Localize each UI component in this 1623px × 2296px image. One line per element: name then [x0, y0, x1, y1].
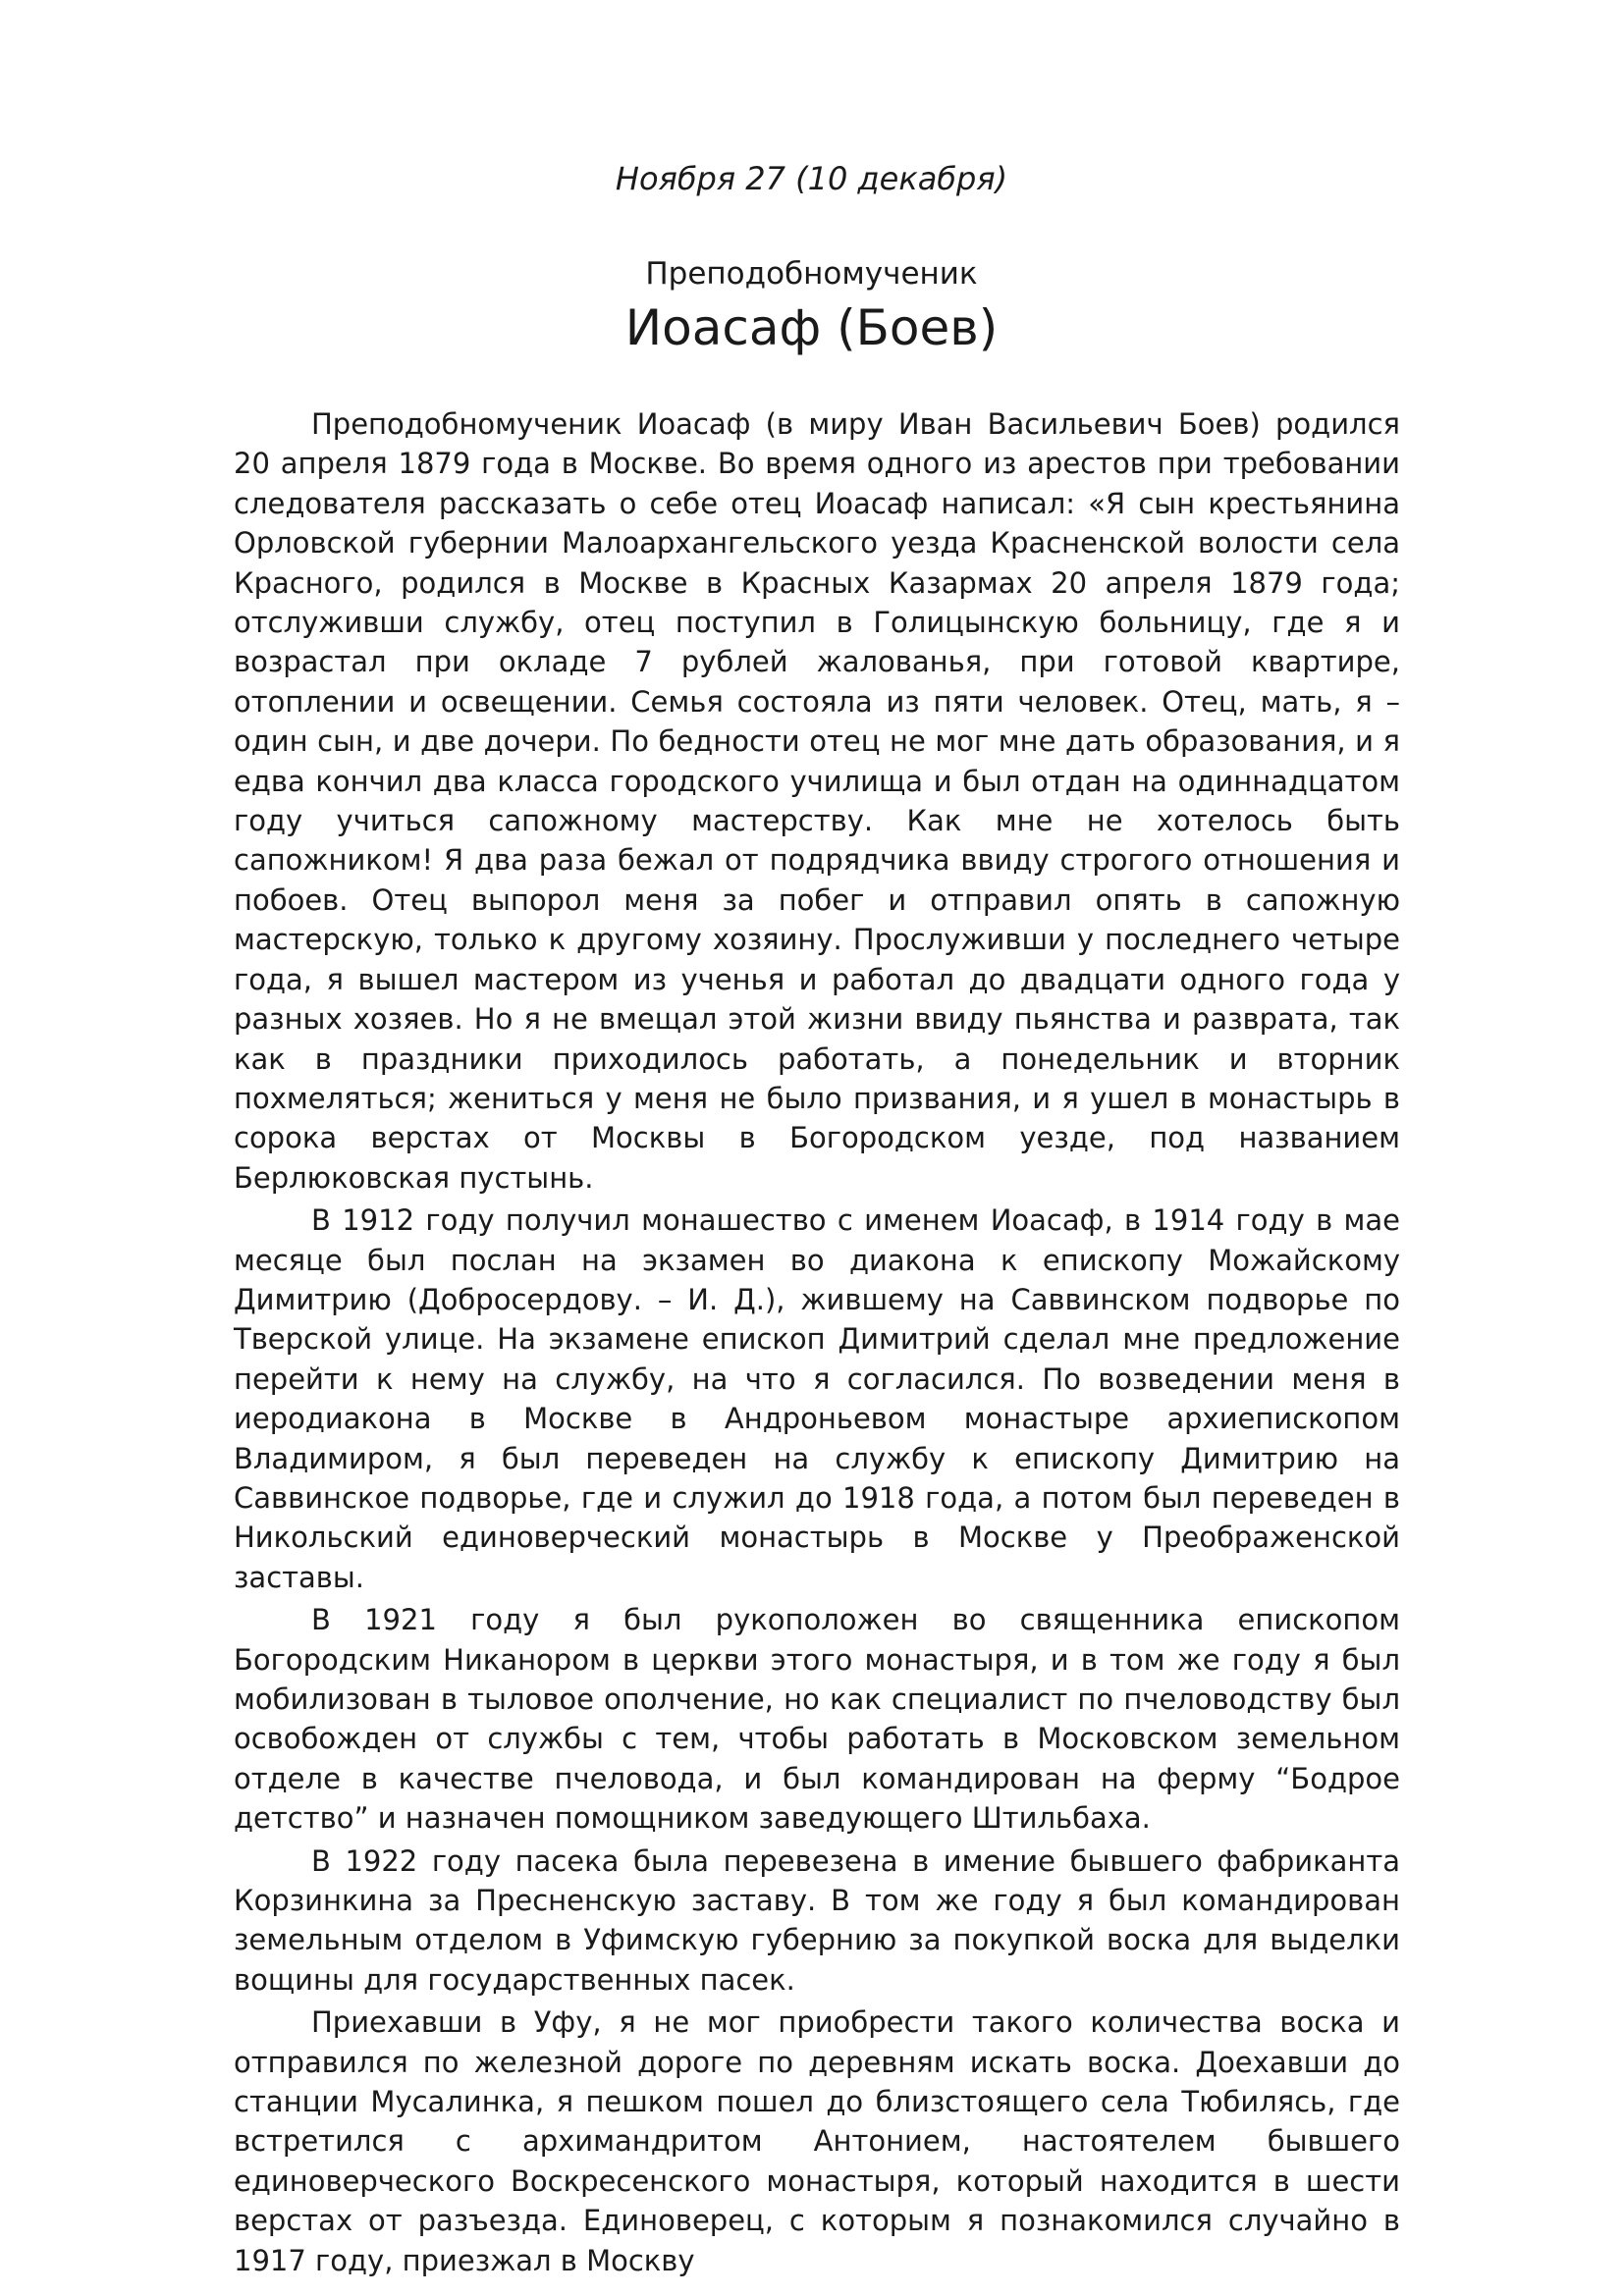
paragraph-3: В 1921 году я был рукоположен во священника епископом Богородским Никанором в церкви этого монастыря, и в том же году я был мобилизован в тыловое ополчение, но как специалист по пчеловодству был освобожден от службы с тем, чтобы работать в Московском земельном отделе в качестве пчеловода, и был командирован на ферму “Бодрое детство” и назначен помощником заведующего Штильбаха.: [234, 1603, 1400, 1836]
page-title: Иоасаф (Боев): [624, 299, 999, 356]
saint-rank: Преподобномученик: [645, 256, 978, 292]
paragraph-4: В 1922 году пасека была перевезена в имение бывшего фабриканта Корзинкина за Пресненскую заставу. В том же году я был командирован земельным отделом в Уфимскую губернию за покупкой воска для выделки вощины для государственных пасек.: [234, 1843, 1400, 1997]
paragraph-5: Приехавши в Уфу, я не мог приобрести такого количества воска и отправился по железной дороге по деревням искать воска. Доехавши до станции Мусалинка, я пешком пошел до близстоящего села Тюбилясь, где встретился с архимандритом Антонием, настоятелем бывшего единоверческого Воскресенского монастыря, который находится в шести верстах от разъезда. Единоверец, с которым я познакомился случайно в 1917 году, приезжал в Москву: [234, 2005, 1400, 2277]
paragraph-1: Преподобномученик Иоасаф (в миру Иван Васильевич Боев) родился 20 апреля 1879 года в Москве. Во время одного из арестов при требовании следователя рассказать о себе отец Иоасаф написал: «Я сын крестьянина Орловской губернии Малоархангельского уезда Красненской волости села Красного, родился в Москве в Красных Казармах 20 апреля 1879 года; отслуживши службу, отец поступил в Голицынскую больницу, где я и возрастал при окладе 7 рублей жалованья, при готовой квартире, отоплении и освещении. Семья состояла из пяти человек. Отец, мать, я – один сын, и две дочери. По бедности отец не мог мне дать образования, и я едва кончил два класса городского училища и был отдан на одиннадцатом году учиться сапожному мастерству. Как мне не хотелось быть сапожником! Я два раза бежал от подрядчика ввиду строгого отношения и побоев. Отец выпорол меня за побег и отправил опять в сапожную мастерскую, только к другому хозяину. Прослуживши у последнего четыре года, я вышел мастером из ученья и работал до двадцати одного года у разных хозяев. Но я не вмещал этой жизни ввиду пьянства и разврата, так как в праздники приходилось работать, а понедельник и вторник похмеляться; жениться у меня не было призвания, и я ушел в монастырь в сорока верстах от Москвы в Богородском уезде, под названием Берлюковская пустынь.: [234, 407, 1400, 1195]
paragraph-2: В 1912 году получил монашество с именем Иоасаф, в 1914 году в мае месяце был послан на экзамен во диакона к епископу Можайскому Димитрию (Добросердову. – И. Д.), жившему на Саввинском подворье по Тверской улице. На экзамене епископ Димитрий сделал мне предложение перейти к нему на службу, на что я согласился. По возведении меня в иеродиакона в Москве в Андроньевом монастыре архиепископом Владимиром, я был переведен на службу к епископу Димитрию на Саввинское подворье, где и служил до 1918 года, а потом был переведен в Никольский единоверческий монастырь в Москве у Преображенской заставы.: [234, 1203, 1400, 1594]
feast-date: Ноября 27 (10 декабря): [615, 160, 1008, 197]
article-body: [234, 404, 1400, 2283]
